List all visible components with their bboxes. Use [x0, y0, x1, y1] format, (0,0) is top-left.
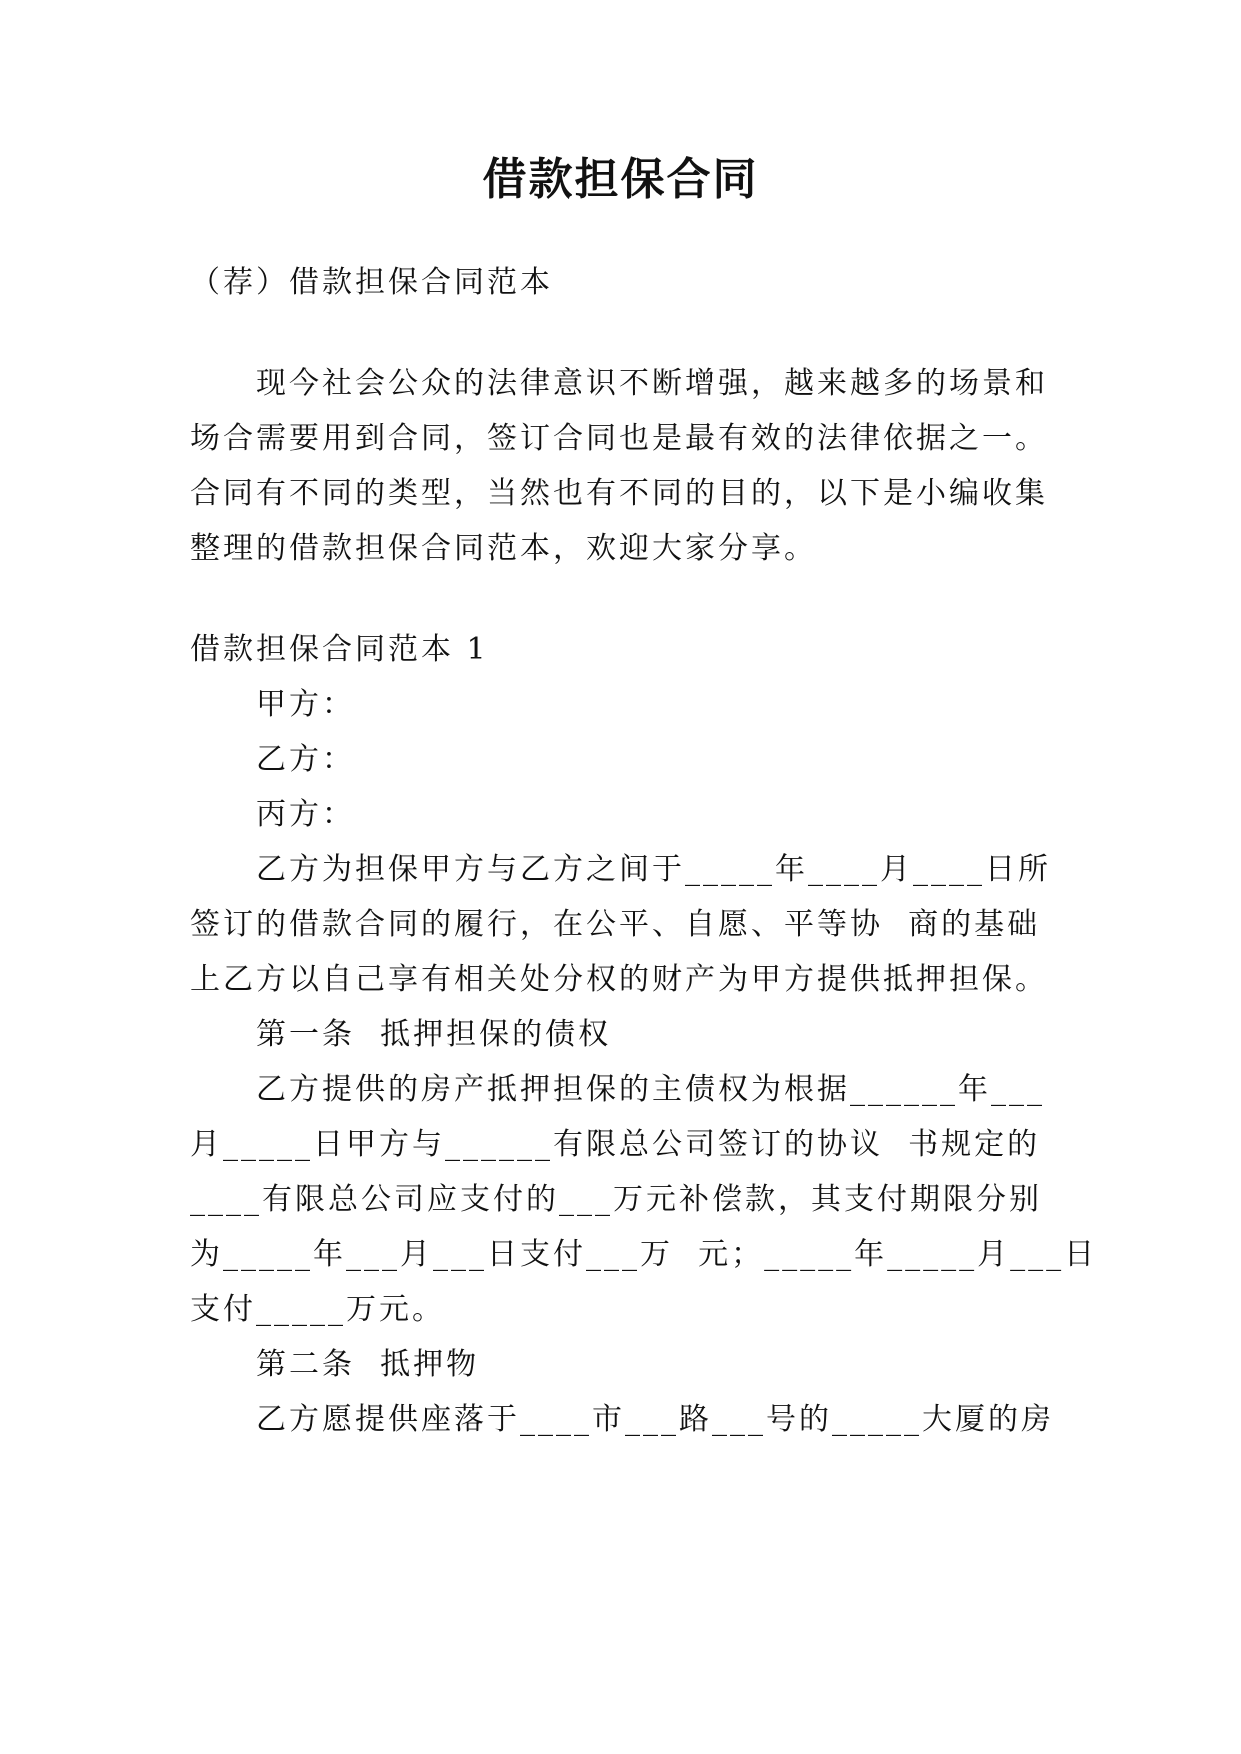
document-subtitle: （荐）借款担保合同范本: [190, 265, 553, 300]
article-1-line: 支付_____万元。: [190, 1292, 445, 1327]
party-c-label: 丙方：: [256, 797, 355, 832]
article-1-heading: 第一条 抵押担保的债权: [256, 1017, 612, 1052]
article-1-line: ____有限总公司应支付的___万元补偿款，其支付期限分别: [190, 1182, 1042, 1217]
intro-line: 合同有不同的类型，当然也有不同的目的，以下是小编收集: [190, 476, 1048, 511]
article-1-line: 乙方提供的房产抵押担保的主债权为根据______年___: [256, 1072, 1045, 1107]
intro-line: 场合需要用到合同，签订合同也是最有效的法律依据之一。: [190, 421, 1048, 456]
article-2-line: 乙方愿提供座落于____市___路___号的_____大厦的房: [256, 1402, 1054, 1437]
intro-line: 现今社会公众的法律意识不断增强，越来越多的场景和: [256, 366, 1048, 401]
section-heading: 借款担保合同范本 1: [190, 632, 489, 667]
party-b-label: 乙方：: [256, 742, 355, 777]
preamble-line: 乙方为担保甲方与乙方之间于_____年____月____日所: [256, 852, 1051, 887]
intro-line: 整理的借款担保合同范本，欢迎大家分享。: [190, 531, 817, 566]
preamble-line: 签订的借款合同的履行，在公平、自愿、平等协 商的基础: [190, 907, 1041, 942]
preamble-line: 上乙方以自己享有相关处分权的财产为甲方提供抵押担保。: [190, 962, 1048, 997]
article-1-line: 月_____日甲方与______有限总公司签订的协议 书规定的: [190, 1127, 1041, 1162]
party-a-label: 甲方：: [256, 687, 355, 722]
article-2-heading: 第二条 抵押物: [256, 1347, 480, 1382]
document-title: 借款担保合同: [482, 154, 759, 205]
article-1-line: 为_____年___月___日支付___万 元；_____年_____月___日: [190, 1237, 1098, 1272]
